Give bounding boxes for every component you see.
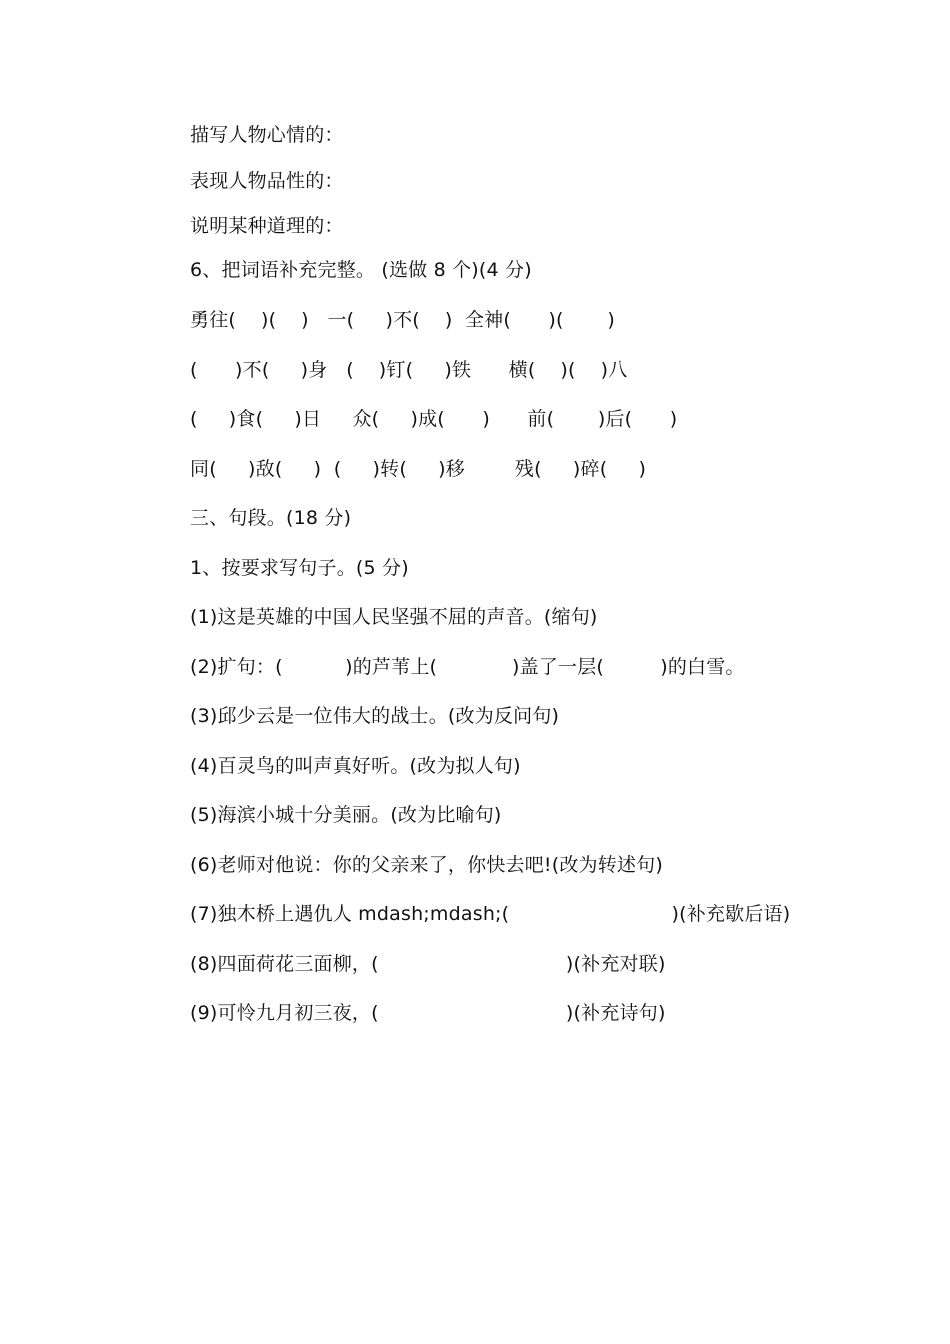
sentence-item-4: (4)百灵鸟的叫声真好听。(改为拟人句) xyxy=(190,755,521,777)
idiom-row-1: 勇往( )( ) 一( )不( ) 全神( )( ) xyxy=(190,309,615,331)
question-1-heading: 1、按要求写句子。(5 分) xyxy=(190,557,409,579)
prompt-character: 表现人物品性的： xyxy=(190,170,344,192)
idiom-row-4: 同( )敌( ) ( )转( )移 残( )碎( ) xyxy=(190,458,647,480)
idiom-row-3: ( )食( )日 众( )成( ) 前( )后( ) xyxy=(190,408,678,430)
prompt-reasoning: 说明某种道理的： xyxy=(190,215,344,237)
section-3-heading: 三、句段。(18 分) xyxy=(190,507,352,529)
sentence-item-8: (8)四面荷花三面柳，( )(补充对联) xyxy=(190,953,666,975)
sentence-item-9: (9)可怜九月初三夜，( )(补充诗句) xyxy=(190,1002,666,1024)
sentence-item-6: (6)老师对他说：你的父亲来了，你快去吧!(改为转述句) xyxy=(190,854,663,876)
sentence-item-3: (3)邱少云是一位伟大的战士。(改为反问句) xyxy=(190,705,560,727)
sentence-item-2: (2)扩句：( )的芦苇上( )盖了一层( )的白雪。 xyxy=(190,656,745,678)
idiom-row-2: ( )不( )身 ( )钉( )铁 横( )( )八 xyxy=(190,359,628,381)
question-6-heading: 6、把词语补充完整。 (选做 8 个)(4 分) xyxy=(190,259,532,281)
sentence-item-1: (1)这是英雄的中国人民坚强不屈的声音。(缩句) xyxy=(190,606,598,628)
sentence-item-5: (5)海滨小城十分美丽。(改为比喻句) xyxy=(190,804,502,826)
prompt-mood: 描写人物心情的： xyxy=(190,124,344,146)
sentence-item-7: (7)独木桥上遇仇人 mdash;mdash;( )(补充歇后语) xyxy=(190,903,791,925)
